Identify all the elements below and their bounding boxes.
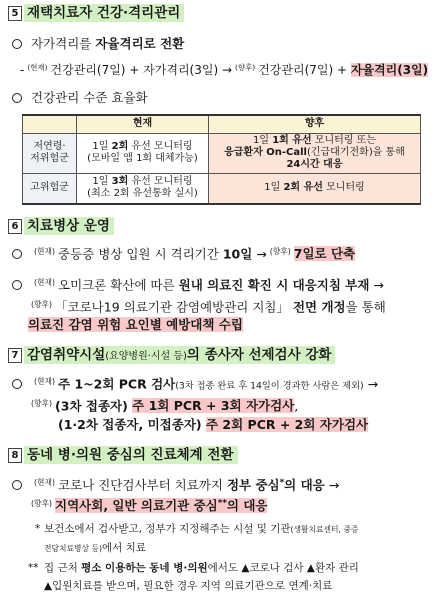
header-label: 향후 <box>304 118 325 130</box>
section-number-badge <box>8 448 22 463</box>
cell-text: 유선 모니터링 <box>128 141 193 152</box>
bullet-text: → <box>324 477 340 493</box>
future-tag: (향후) <box>235 63 256 72</box>
circle-bullet-icon <box>12 280 22 290</box>
current-tag: (현재) <box>34 377 56 386</box>
future-cell <box>209 133 421 173</box>
section-title <box>24 346 335 364</box>
cell-text: (긴급대기전화)을 통해 <box>306 147 405 158</box>
section-title-line <box>24 217 433 235</box>
section-number: 8 <box>11 450 19 461</box>
bullet-emphasis: 10일 <box>222 246 253 262</box>
section-number: 7 <box>11 350 19 361</box>
highlighted-part: 지역사회, 일반 의료기관 중심 <box>55 498 218 514</box>
bullet-text: → <box>363 376 379 392</box>
section-title-text: 감염취약시설 <box>27 347 106 363</box>
cell-text: 1일 <box>264 182 284 194</box>
highlighted-part: 의 대응 <box>226 498 268 514</box>
footnote-marker: * <box>279 478 285 488</box>
bullet-text: 오미크론 확산에 따른 <box>58 277 179 293</box>
group-label: 고위험군 <box>30 182 69 194</box>
table-row <box>23 133 421 173</box>
future-tag: (향후) <box>31 300 53 309</box>
continuation-line <box>28 395 433 415</box>
continuation-line <box>28 316 433 334</box>
detail-text: 건강관리(7일) + <box>258 63 351 78</box>
circle-bullet-icon <box>12 480 22 490</box>
bullet-text: 건강관리 수준 효율화 <box>31 90 148 105</box>
section-title-line <box>24 446 433 464</box>
bullet-emphasis: 주 1~2회 PCR 검사 <box>58 376 176 392</box>
footnote-line <box>44 540 433 557</box>
highlighted-text: 주 2회 PCR + 2회 자가검사 <box>205 417 369 432</box>
cell-text: 모니터링 <box>322 182 365 194</box>
continuation-line <box>58 416 433 434</box>
group-label: 저연령· <box>33 141 66 152</box>
cell-text: 1일 <box>92 176 112 188</box>
cell-line: 24시간 대응 <box>286 159 343 170</box>
cell-line <box>212 147 417 159</box>
current-tag: (현재) <box>34 478 56 488</box>
group-label: 저위험군 <box>30 153 69 164</box>
current-tag: (현재) <box>27 63 48 72</box>
section-number: 5 <box>11 8 19 19</box>
section-title-line <box>24 4 433 22</box>
comparison-table <box>22 114 421 205</box>
bullet-emphasis: 원내 의료진 확진 시 대응지침 부재 <box>178 277 370 293</box>
bullet-line <box>11 243 433 263</box>
footnote-mark: ** <box>28 562 39 574</box>
bullet-text: 「코로나19 의료기관 감염예방관리 지침」 <box>55 299 293 315</box>
footnote-mark: * <box>35 523 41 535</box>
section-title-note: (요양병원·시설 등) <box>105 351 187 362</box>
future-cell <box>209 173 421 204</box>
future-tag: (향후) <box>31 499 53 509</box>
circle-bullet-icon <box>12 379 22 389</box>
continuation-line <box>28 495 433 515</box>
table-header-row <box>23 115 421 133</box>
section-title: 치료병상 운영 <box>24 217 114 235</box>
highlighted-text <box>55 498 267 513</box>
bullet-emphasis: (3차 접종자) <box>55 398 133 414</box>
bullet-text: 중등증 병상 입원 시 격리기간 <box>58 246 223 262</box>
circle-bullet-icon <box>12 249 22 259</box>
cell-line: (최소 2회 유선통화 실시) <box>87 188 198 200</box>
footnote-line <box>44 578 433 595</box>
footnote-emphasis: 평소 이용하는 동네 병·의원 <box>81 562 208 574</box>
circle-bullet-icon <box>12 93 22 103</box>
bullet-emphasis: 자율격리로 전환 <box>95 36 185 51</box>
cell-emphasis: 응급환자 On-Call <box>224 147 307 158</box>
detail-text: 건강관리(7일) + 자가격리(3일) → <box>50 63 233 78</box>
cell-line: (모바일 앱 1회 대체가능) <box>87 153 198 164</box>
bullet-text: → <box>252 246 267 262</box>
bullet-text: 자가격리를 <box>31 36 96 51</box>
bullet-emphasis: 의 대응 <box>284 477 325 493</box>
bullet-emphasis: (1·2차 접종자, 미접종자) <box>58 417 206 432</box>
current-cell <box>77 133 209 173</box>
highlighted-text: 의료진 감염 위험 요인별 예방대책 수립 <box>28 317 243 332</box>
cell-line <box>212 182 417 194</box>
cell-line <box>80 176 205 188</box>
current-tag: (현재) <box>34 278 56 287</box>
cell-text: 유선 모니터링 <box>128 176 193 188</box>
footnote-text: 집 근처 <box>44 562 82 574</box>
cell-line <box>212 135 417 147</box>
bullet-text: 을 통해 <box>345 299 386 315</box>
section-title: 재택치료자 건강·격리관리 <box>24 4 184 22</box>
group-cell <box>23 133 77 173</box>
footnote-note: 전담치료병상 등) <box>44 544 103 553</box>
section-number-badge <box>8 219 22 234</box>
bullet-text: → <box>369 277 384 293</box>
header-label: 현재 <box>132 118 153 130</box>
current-cell <box>77 173 209 204</box>
current-tag: (현재) <box>34 247 56 256</box>
footnote-text: 보건소에서 검사받고, 정부가 지정해주는 시설 및 기관 <box>44 523 291 535</box>
dash-marker: - <box>20 63 25 78</box>
highlighted-text: 주 1회 PCR + 3회 자가검사 <box>132 398 295 414</box>
footnote-text: ▲입원치료를 받으며, 필요한 경우 지역 의료기관으로 연계·치료 <box>44 580 333 592</box>
footnote-line <box>44 560 433 577</box>
footnote-note: (생활치료센터, 중증 <box>290 525 359 534</box>
cell-text: 1일 <box>253 135 273 146</box>
footnote-text: 에서 치료 <box>102 542 146 554</box>
cell-emphasis: 2회 유선 <box>283 182 323 194</box>
bullet-line <box>11 89 433 107</box>
table-row <box>23 173 421 204</box>
cell-emphasis: 1회 유선 <box>272 135 312 146</box>
circle-bullet-icon <box>12 39 22 49</box>
cell-text: 1일 <box>92 141 112 152</box>
section-title-line <box>24 346 433 366</box>
bullet-line <box>11 35 433 53</box>
bullet-emphasis: 전면 개정 <box>292 299 346 315</box>
bullet-line <box>11 274 433 294</box>
table-header-current <box>77 115 209 133</box>
section-number-badge <box>8 348 22 363</box>
table-corner-cell <box>23 115 77 133</box>
bullet-emphasis: 정부 중심 <box>226 477 280 493</box>
section-title-text: 의 종사자 선제검사 강화 <box>186 347 332 363</box>
section-number-badge <box>8 6 22 21</box>
bullet-note: (3차 접종 완료 후 14일이 경과한 사람은 제외) <box>175 380 364 392</box>
future-tag: (향후) <box>31 399 53 408</box>
section-title: 동네 병·의원 중심의 진료체계 전환 <box>24 446 238 464</box>
bullet-text: 코로나 진단검사부터 치료까지 <box>58 477 227 493</box>
bullet-line <box>11 373 433 395</box>
highlighted-text: 7일로 단축 <box>293 246 356 262</box>
group-cell <box>23 173 77 204</box>
highlighted-text: 자율격리(3일) <box>350 63 429 78</box>
table-header-future <box>209 115 421 133</box>
bullet-text: , <box>294 398 299 414</box>
footnote-line <box>44 521 433 538</box>
continuation-line <box>28 296 433 316</box>
cell-line <box>80 141 205 153</box>
footnote-marker: ** <box>217 499 227 509</box>
detail-line <box>20 59 433 79</box>
cell-emphasis: 2회 <box>111 141 129 152</box>
bullet-line <box>11 474 433 494</box>
cell-emphasis: 3회 <box>111 176 129 188</box>
section-number: 6 <box>11 221 19 232</box>
future-tag: (향후) <box>269 247 291 256</box>
cell-text: 모니터링 또는 <box>311 135 376 146</box>
footnote-text: 에서도 ▲코로나 검사 ▲환자 관리 <box>207 562 359 574</box>
